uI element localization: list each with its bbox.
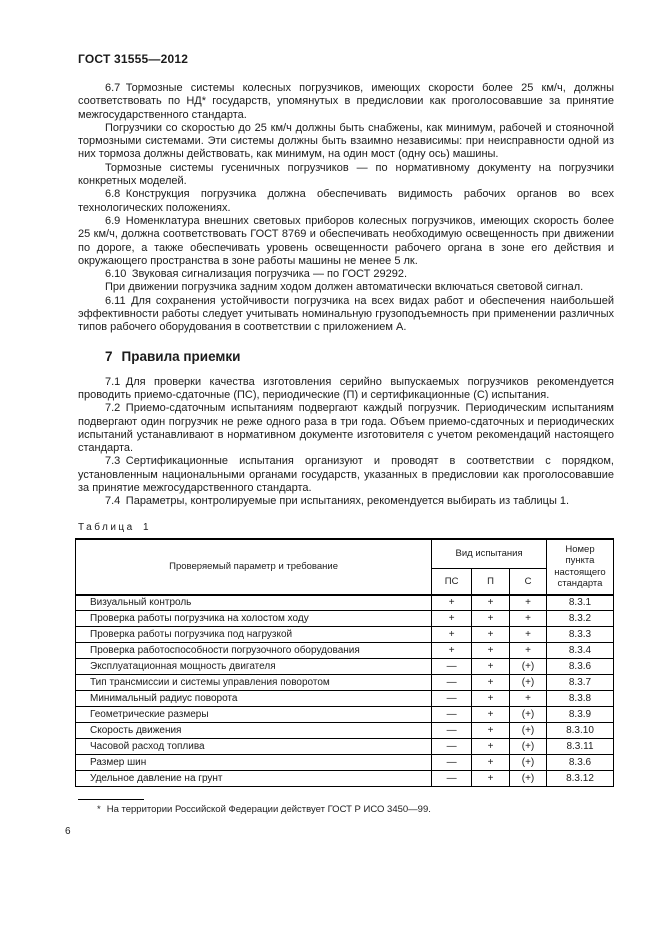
- paragraph-6-7: 6.7 Тормозные системы колесных погрузчиков, имеющих скорости более 25 км/ч, должны соответствовать по НД* государств, упомянутых в предисловии как проголосовавшие за принятие межгосударственного стандарта.: [78, 82, 614, 121]
- col-header-p: П: [472, 569, 510, 595]
- cell-s: +: [510, 611, 547, 627]
- cell-parameter: Тип трансмиссии и системы управления поворотом: [76, 675, 432, 691]
- cell-p: +: [472, 611, 510, 627]
- cell-s: +: [510, 643, 547, 659]
- section-7-body: [78, 376, 614, 509]
- cell-ps: —: [432, 659, 472, 675]
- cell-p: +: [472, 755, 510, 771]
- section-6-body: [78, 82, 614, 335]
- cell-clause: 8.3.12: [546, 771, 613, 787]
- cell-clause: 8.3.3: [546, 627, 613, 643]
- cell-clause: 8.3.2: [546, 611, 613, 627]
- paragraph-7-3: 7.3 Сертификационные испытания организуют и проводят в соответствии с порядком, установленным национальными органами государств, указанных в предисловии как проголосовавшие за принятие межгосударственного стандарта.: [78, 455, 614, 495]
- test-parameters-table: [75, 538, 614, 788]
- table-row: [76, 675, 614, 691]
- cell-clause: 8.3.6: [546, 755, 613, 771]
- paragraph-7-4: 7.4 Параметры, контролируемые при испытаниях, рекомендуется выбирать из таблицы 1.: [105, 495, 570, 508]
- paragraph-6-9: 6.9 Номенклатура внешних световых приборов колесных погрузчиков, имеющих скорость более 25 км/ч, должна соответствовать ГОСТ 8769 и обеспечивать необходимую освещенность при движении по дороге, а также обеспечивать уровень освещенности рабочего органа в зоне его действия и окружающего пространства в зоне работы машины не менее 5 лк.: [78, 214, 614, 267]
- cell-parameter: Удельное давление на грунт: [76, 771, 432, 787]
- cell-ps: —: [432, 691, 472, 707]
- cell-p: +: [472, 691, 510, 707]
- cell-p: +: [472, 659, 510, 675]
- col-header-parameter: Проверяемый параметр и требование: [76, 539, 432, 595]
- cell-s: +: [510, 627, 547, 643]
- footnote-text: На территории Российской Федерации действует ГОСТ Р ИСО 3450—99.: [106, 804, 431, 816]
- cell-parameter: Часовой расход топлива: [76, 739, 432, 755]
- col-header-s: С: [510, 569, 547, 595]
- col-header-ps: ПС: [432, 569, 472, 595]
- table-row: [76, 723, 614, 739]
- table-row: [76, 771, 614, 787]
- cell-s: (+): [510, 675, 547, 691]
- cell-ps: +: [432, 627, 472, 643]
- cell-s: +: [510, 691, 547, 707]
- table-row: [76, 627, 614, 643]
- cell-parameter: Геометрические размеры: [76, 707, 432, 723]
- paragraph-6-11: 6.11 Для сохранения устойчивости погрузчика на всех видах работ и обеспечения наибольшей эффективности работы следует учитывать номинальную грузоподъемность при применении различных типов рабочего оборудования в соответствии с приложением А.: [78, 294, 614, 334]
- cell-s: (+): [510, 659, 547, 675]
- cell-parameter: Размер шин: [76, 755, 432, 771]
- section-7-heading: [105, 349, 614, 365]
- cell-ps: +: [432, 595, 472, 611]
- cell-s: (+): [510, 723, 547, 739]
- footnote-marker: *: [97, 804, 101, 816]
- cell-parameter: Проверка работы погрузчика на холостом ходу: [76, 611, 432, 627]
- cell-p: +: [472, 643, 510, 659]
- paragraph-7-2: 7.2 Приемо-сдаточным испытаниям подвергают каждый погрузчик. Периодическим испытаниям подвергают один погрузчик не реже одного раза в три года. Объем приемо-сдаточных и периодических испытаний устанавливают в нормативном документе изготовителя с учетом рекомендаций настоящего стандарта.: [78, 402, 614, 455]
- footnote-rule: [78, 799, 144, 800]
- cell-p: +: [472, 707, 510, 723]
- cell-parameter: Скорость движения: [76, 723, 432, 739]
- cell-clause: 8.3.6: [546, 659, 613, 675]
- table-row: [76, 611, 614, 627]
- cell-p: +: [472, 771, 510, 787]
- cell-ps: —: [432, 675, 472, 691]
- cell-ps: +: [432, 611, 472, 627]
- table-row: [76, 755, 614, 771]
- cell-p: +: [472, 627, 510, 643]
- table-row: [76, 707, 614, 723]
- paragraph-6-10-cont: При движении погрузчика задним ходом должен автоматически включаться световой сигнал.: [105, 281, 584, 294]
- cell-p: +: [472, 739, 510, 755]
- cell-s: (+): [510, 707, 547, 723]
- cell-p: +: [472, 675, 510, 691]
- cell-s: +: [510, 595, 547, 611]
- cell-parameter: Проверка работоспособности погрузочного оборудования: [76, 643, 432, 659]
- paragraph-6-10: 6.10 Звуковая сигнализация погрузчика — по ГОСТ 29292.: [105, 268, 408, 281]
- table-header: [76, 539, 614, 595]
- table-header-row-1: [76, 539, 614, 569]
- cell-p: +: [472, 723, 510, 739]
- cell-parameter: Эксплуатационная мощность двигателя: [76, 659, 432, 675]
- table-body: [76, 595, 614, 787]
- cell-s: (+): [510, 739, 547, 755]
- cell-parameter: Минимальный радиус поворота: [76, 691, 432, 707]
- table-row: [76, 739, 614, 755]
- cell-s: (+): [510, 771, 547, 787]
- paragraph-6-7-cont-1: Погрузчики со скоростью до 25 км/ч должны быть снабжены, как минимум, рабочей и стояночной тормозными системами. Эти системы должны быть взаимно независимы: при неисправности одной из них тормоза должны действовать, как минимум, на один мост (одну ось) машины.: [78, 121, 614, 161]
- col-header-test-kind: Вид испытания: [432, 539, 547, 569]
- paragraph-6-7-cont-2: Тормозные системы гусеничных погрузчиков — по нормативному документу на погрузчики конкретных моделей.: [78, 161, 614, 188]
- standard-designation: ГОСТ 31555—2012: [78, 52, 189, 66]
- cell-ps: —: [432, 707, 472, 723]
- paragraph-6-8: 6.8 Конструкция погрузчика должна обеспечивать видимость рабочих органов во всех технологических положениях.: [78, 188, 614, 214]
- cell-ps: +: [432, 643, 472, 659]
- cell-s: (+): [510, 755, 547, 771]
- col-header-clause: Номер пункта настоящего стандарта: [546, 539, 613, 595]
- cell-ps: —: [432, 771, 472, 787]
- cell-parameter: Проверка работы погрузчика под нагрузкой: [76, 627, 432, 643]
- section-7-title: Правила приемки: [121, 348, 241, 364]
- cell-clause: 8.3.10: [546, 723, 613, 739]
- cell-clause: 8.3.7: [546, 675, 613, 691]
- table-row: [76, 659, 614, 675]
- table-1-label: Таблица 1: [78, 521, 152, 533]
- table-row: [76, 643, 614, 659]
- table-row: [76, 595, 614, 611]
- page-number: 6: [65, 826, 71, 838]
- cell-clause: 8.3.4: [546, 643, 613, 659]
- cell-ps: —: [432, 755, 472, 771]
- cell-ps: —: [432, 723, 472, 739]
- cell-p: +: [472, 595, 510, 611]
- cell-clause: 8.3.1: [546, 595, 613, 611]
- cell-clause: 8.3.8: [546, 691, 613, 707]
- cell-clause: 8.3.11: [546, 739, 613, 755]
- paragraph-7-1: 7.1 Для проверки качества изготовления серийно выпускаемых погрузчиков рекомендуется проводить приемо-сдаточные (ПС), периодические (П) и сертификационные (С) испытания.: [78, 375, 614, 401]
- footnote: [78, 804, 614, 816]
- cell-ps: —: [432, 739, 472, 755]
- cell-clause: 8.3.9: [546, 707, 613, 723]
- section-7-number: 7: [105, 348, 113, 364]
- cell-parameter: Визуальный контроль: [76, 595, 432, 611]
- table-row: [76, 691, 614, 707]
